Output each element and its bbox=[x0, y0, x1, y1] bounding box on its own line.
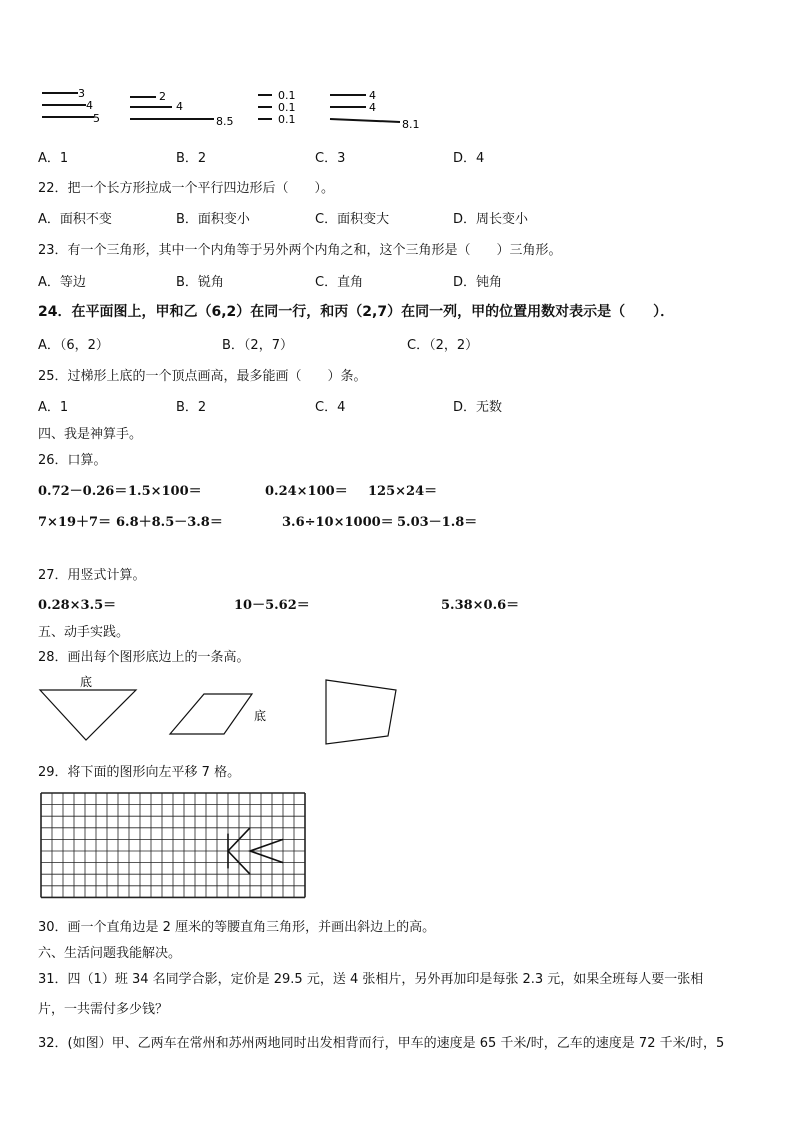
q27-question: 27．用竖式计算。 bbox=[38, 568, 146, 583]
q21-figure-b bbox=[130, 90, 234, 128]
q27-item-2: 10－5.62＝ bbox=[234, 598, 310, 613]
q28-question: 28．画出每个图形底边上的一条高。 bbox=[38, 650, 250, 665]
q21-b-label-3: 8.5 bbox=[216, 115, 234, 128]
q23-question: 23．有一个三角形，其中一个内角等于另外两个内角之和，这个三角形是（ ）三角形。 bbox=[38, 243, 562, 258]
q27-item-3: 5.38×0.6＝ bbox=[441, 598, 520, 613]
q21-option-b: B．2 bbox=[176, 151, 207, 166]
q21-option-d: D．4 bbox=[453, 151, 485, 166]
q25-option-b: B．2 bbox=[176, 400, 207, 415]
q21-d-label-1: 4 bbox=[369, 89, 376, 102]
q24-option-c: C．（2，2） bbox=[407, 338, 479, 353]
q21-b-label-1: 2 bbox=[159, 90, 166, 103]
q26-r2-item-2: 6.8＋8.5－3.8＝ bbox=[116, 515, 223, 530]
q29-question: 29．将下面的图形向左平移 7 格。 bbox=[38, 765, 241, 780]
q26-r2-item-1: 7×19＋7＝ bbox=[38, 515, 112, 530]
q24-question: 24．在平面图上，甲和乙（6,2）在同一行，和丙（2,7）在同一列，甲的位置用数对表示是（ ）． bbox=[38, 304, 675, 320]
q28-trapezoid bbox=[326, 680, 396, 744]
q21-figure-a bbox=[42, 87, 100, 125]
q25-option-a: A．1 bbox=[38, 400, 69, 415]
q22-option-d: D．周长变小 bbox=[453, 212, 529, 227]
q21-c-label-3: 0.1 bbox=[278, 113, 296, 126]
q21-option-a: A．1 bbox=[38, 151, 69, 166]
q21-d-label-2: 4 bbox=[369, 101, 376, 114]
q21-figure-d bbox=[330, 89, 420, 130]
q24-option-b: B．（2，7） bbox=[222, 338, 293, 353]
q30-question: 30．画一个直角边是 2 厘米的等腰直角三角形，并画出斜边上的高。 bbox=[38, 920, 436, 935]
q22-option-b: B．面积变小 bbox=[176, 212, 250, 227]
q21-a-label-3: 5 bbox=[93, 112, 100, 125]
q26-r1-item-2: 1.5×100＝ bbox=[128, 484, 202, 499]
q25-option-c: C．4 bbox=[315, 400, 346, 415]
q25-question: 25．过梯形上底的一个顶点画高，最多能画（ ）条。 bbox=[38, 369, 367, 384]
q21-figures bbox=[38, 85, 438, 130]
q28-inverted-triangle bbox=[40, 690, 136, 740]
q26-r2-item-4: 5.03－1.8＝ bbox=[397, 515, 478, 530]
q28-parallelogram bbox=[170, 694, 252, 734]
q22-question: 22．把一个长方形拉成一个平行四边形后（ ）。 bbox=[38, 181, 335, 196]
q29-grid bbox=[38, 790, 310, 902]
q21-a-label-1: 3 bbox=[78, 87, 85, 100]
q22-option-a: A．面积不变 bbox=[38, 212, 112, 227]
section-6-heading: 六、生活问题我能解决。 bbox=[38, 946, 182, 961]
q21-d-label-3: 8.1 bbox=[402, 118, 420, 130]
q22-option-c: C．面积变大 bbox=[315, 212, 390, 227]
q26-question: 26．口算。 bbox=[38, 453, 107, 468]
q26-r1-item-4: 125×24＝ bbox=[368, 484, 438, 499]
q21-c-label-1: 0.1 bbox=[278, 89, 296, 102]
q26-r1-item-1: 0.72－0.26＝ bbox=[38, 484, 128, 499]
q23-option-d: D．钝角 bbox=[453, 275, 503, 290]
q21-c-label-2: 0.1 bbox=[278, 101, 296, 114]
section-4-heading: 四、我是神算手。 bbox=[38, 427, 143, 442]
section-5-heading: 五、动手实践。 bbox=[38, 625, 130, 640]
q32-question-line-1: 32．(如图）甲、乙两车在常州和苏州两地同时出发相背而行，甲车的速度是 65 千米/时，乙车的速度是 72 千米/时，5 bbox=[38, 1036, 725, 1051]
q23-option-a: A．等边 bbox=[38, 275, 86, 290]
q21-option-c: C．3 bbox=[315, 151, 346, 166]
q31-question-line-2: 片，一共需付多少钱？ bbox=[38, 1002, 169, 1017]
q21-b-label-2: 4 bbox=[176, 100, 183, 113]
q31-question-line-1: 31．四（1）班 34 名同学合影，定价是 29.5 元，送 4 张相片，另外再加印是每张 2.3 元，如果全班每人要一张相 bbox=[38, 972, 704, 987]
q21-figure-c bbox=[258, 89, 296, 126]
q28-base-label-1: 底 bbox=[80, 675, 93, 689]
q28-figures bbox=[30, 670, 420, 750]
q25-option-d: D．无数 bbox=[453, 400, 503, 415]
q23-option-b: B．锐角 bbox=[176, 275, 224, 290]
q27-item-1: 0.28×3.5＝ bbox=[38, 598, 117, 613]
q26-r2-item-3: 3.6÷10×1000＝ bbox=[282, 515, 394, 530]
q26-r1-item-3: 0.24×100＝ bbox=[265, 484, 348, 499]
q28-base-label-2: 底 bbox=[254, 709, 267, 723]
q24-option-a: A．（6，2） bbox=[38, 338, 109, 353]
q23-option-c: C．直角 bbox=[315, 275, 364, 290]
q21-a-label-2: 4 bbox=[86, 99, 93, 112]
